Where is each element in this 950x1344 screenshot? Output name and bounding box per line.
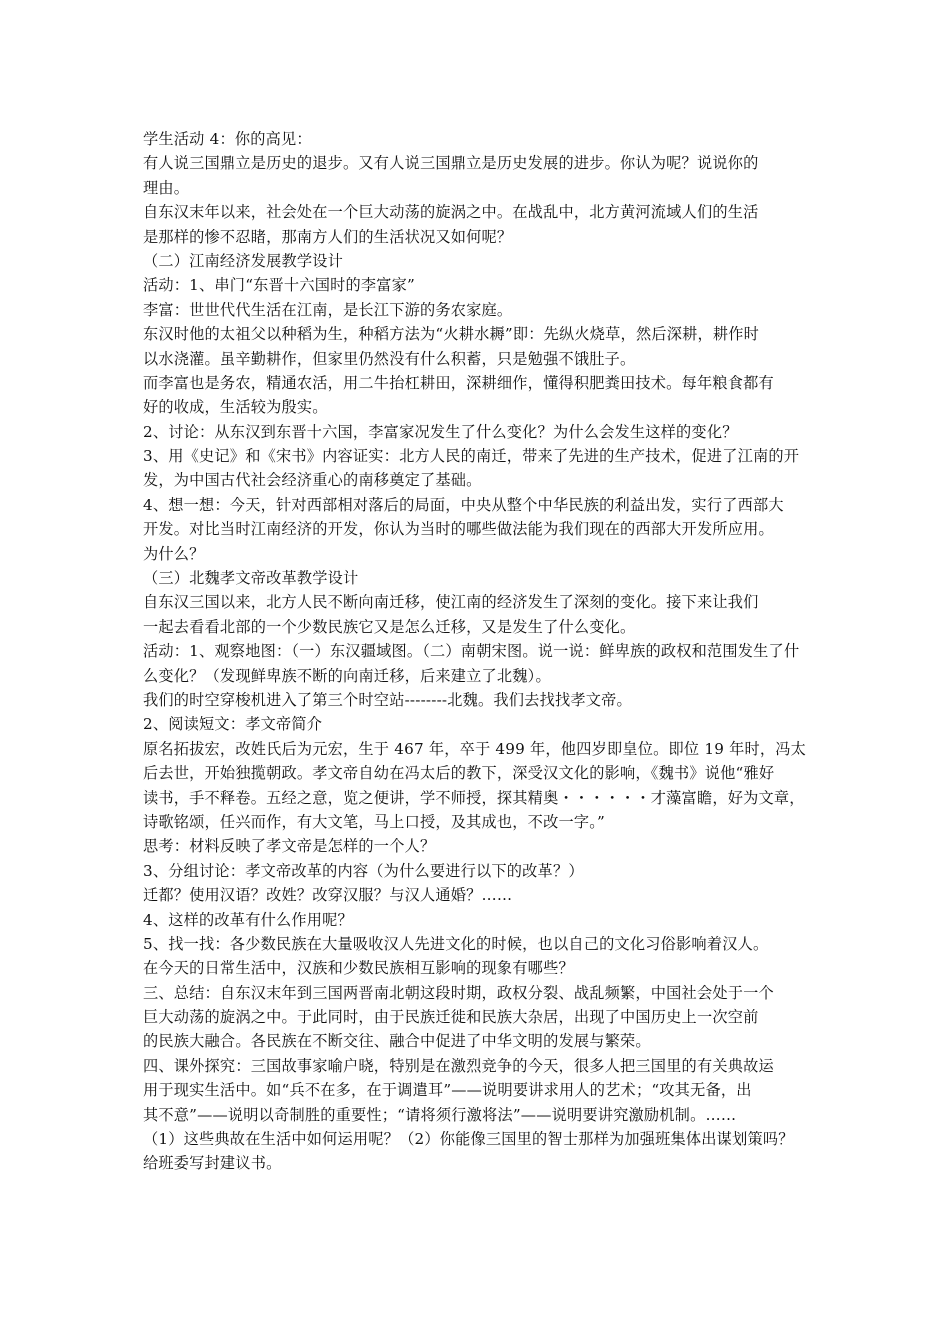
text-line: 开发。对比当时江南经济的开发，你认为当时的哪些做法能为我们现在的西部大开发所应用。 [143,520,774,539]
text-line: 么变化？（发现鲜卑族不断的向南迁移，后来建立了北魏）。 [143,666,551,685]
text-line: 李富：世世代代生活在江南，是长江下游的务农家庭。 [143,300,513,319]
text-line: 自东汉末年以来，社会处在一个巨大动荡的旋涡之中。在战乱中，北方黄河流域人们的生活 [143,203,759,222]
text-line: 给班委写封建议书。 [143,1154,282,1173]
text-line: 而李富也是务农，精通农活，用二牛抬杠耕田，深耕细作，懂得积肥粪田技术。每年粮食都有 [143,373,774,392]
text-line: 一起去看看北部的一个少数民族它又是怎么迁移，又是发生了什么变化。 [143,617,636,636]
text-line: 原名拓拔宏，改姓氏后为元宏，生于 467 年，卒于 499 年，他四岁即皇位。即位 19 年时，冯太 [143,739,807,758]
text-line: 学生活动 4：你的高见： [143,130,312,148]
text-line: 我们的时空穿梭机进入了第三个时空站--------北魏。我们去找找孝文帝。 [143,690,632,709]
text-line: 理由。 [143,178,190,197]
text-line: 有人说三国鼎立是历史的退步。又有人说三国鼎立是历史发展的进步。你认为呢？说说你的 [143,154,759,173]
section-heading: （三）北魏孝文帝改革教学设计 [143,569,359,588]
text-line: 好的收成，生活较为殷实。 [143,398,328,417]
text-line: （1）这些典故在生活中如何运用呢？（2）你能像三国里的智士那样为加强班集体出谋划策吗？ [143,1130,794,1149]
section-heading: （二）江南经济发展教学设计 [143,251,344,270]
text-line: 迁都？使用汉语？改姓？改穿汉服？与汉人通婚？…… [143,886,513,905]
text-line: 3、用《史记》和《宋书》内容证实：北方人民的南迁，带来了先进的生产技术，促进了江南的开 [143,447,800,466]
text-line: 的民族大融合。各民族在不断交往、融合中促进了中华文明的发展与繁荣。 [143,1032,651,1051]
text-line: 用于现实生活中。如“兵不在多，在于调遣耳”——说明要讲求用人的艺术；“攻其无备，出 [143,1081,752,1100]
text-line: 发，为中国古代社会经济重心的南移奠定了基础。 [143,471,482,490]
text-line: 活动：1、串门“东晋十六国时的李富家” [143,276,415,295]
text-line: 2、阅读短文：孝文帝简介 [143,715,323,734]
text-line: 5、找一找：各少数民族在大量吸收汉人先进文化的时候，也以自己的文化习俗影响着汉人。 [143,934,769,953]
text-line: 活动：1、观察地图：（一）东汉疆域图。（二）南朝宋图。说一说：鲜卑族的政权和范围发生了什 [143,642,800,661]
text-line: 以水浇灌。虽辛勤耕作，但家里仍然没有什么积蓄，只是勉强不饿肚子。 [143,349,636,368]
text-line: 是那样的惨不忍睹，那南方人们的生活状况又如何呢？ [143,227,513,246]
text-line: 其不意”——说明以奇制胜的重要性；“请将须行激将法”——说明要讲究激励机制。…… [143,1105,737,1124]
text-line: 诗歌铭颂，任兴而作，有大文笔，马上口授，及其成也，不改一字。” [143,812,605,831]
text-line: 在今天的日常生活中，汉族和少数民族相互影响的现象有哪些？ [143,959,574,978]
text-line: 四、课外探究：三国故事家喻户晓，特别是在激烈竞争的今天，很多人把三国里的有关典故运 [143,1056,774,1075]
text-line: 自东汉三国以来，北方人民不断向南迁移，使江南的经济发生了深刻的变化。接下来让我们 [143,593,759,612]
text-line: 4、这样的改革有什么作用呢？ [143,910,353,929]
text-line: 2、讨论：从东汉到东晋十六国，李富家况发生了什么变化？为什么会发生这样的变化？ [143,422,738,441]
document-page [143,127,823,1176]
text-line: 4、想一想：今天，针对西部相对落后的局面，中央从整个中华民族的利益出发，实行了西部大 [143,495,784,514]
text-line: 巨大动荡的旋涡之中。于此同时，由于民族迁徙和民族大杂居，出现了中国历史上一次空前 [143,1008,759,1027]
text-line: 读书，手不释卷。五经之意，览之便讲，学不师授，探其精奥・・・・・・才藻富瞻，好为文章， [143,788,805,807]
text-line: 为什么？ [143,544,205,563]
text-line: 东汉时他的太祖父以种稻为生，种稻方法为“火耕水耨”即：先纵火烧草，然后深耕，耕作时 [143,325,760,344]
text-line: 后去世，开始独揽朝政。孝文帝自幼在冯太后的教下，深受汉文化的影响，《魏书》说他“雅好 [143,764,775,783]
text-line: 3、分组讨论：孝文帝改革的内容（为什么要进行以下的改革？） [143,861,584,880]
text-line: 三、总结：自东汉末年到三国两晋南北朝这段时期，政权分裂、战乱频繁，中国社会处于一个 [143,983,774,1002]
text-line: 思考：材料反映了孝文帝是怎样的一个人？ [143,837,436,856]
